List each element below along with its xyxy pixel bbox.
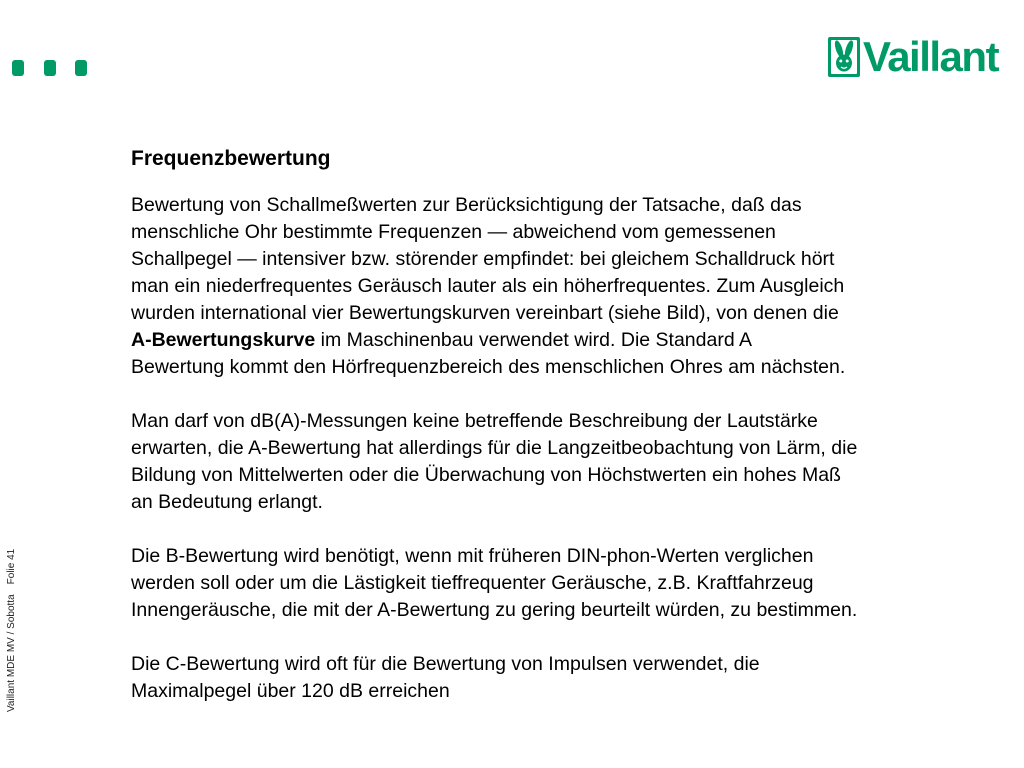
- text-line: Man darf von dB(A)-Messungen keine betreffende Beschreibung der Lautstärke: [131, 410, 818, 432]
- hare-logo-icon: [828, 37, 860, 77]
- presenter-label: Vaillant MDE MV / Sobotta: [6, 594, 17, 712]
- slide-number: 41: [6, 548, 17, 560]
- text-line: Bewertung kommt den Hörfrequenzbereich des menschlichen Ohres am nächsten.: [131, 356, 846, 378]
- slide-content: [131, 146, 1001, 732]
- brand-name: Vaillant: [863, 33, 999, 80]
- text-line: an Bedeutung erlangt.: [131, 491, 323, 513]
- text-line: Maximalpegel über 120 dB erreichen: [131, 680, 450, 702]
- accent-dot: [12, 60, 24, 76]
- accent-dot: [44, 60, 56, 76]
- text-fragment: im Maschinenbau verwendet wird. Die Standard A: [315, 329, 753, 351]
- paragraph-a-weighting: [131, 192, 1001, 381]
- slide-label: Folie: [6, 562, 17, 585]
- slide-title: Frequenzbewertung: [131, 147, 331, 170]
- text-line: Schallpegel — intensiver bzw. störender empfindet: bei gleichem Schalldruck hört: [131, 248, 835, 270]
- text-line: werden soll oder um die Lästigkeit tieffrequenter Geräusche, z.B. Kraftfahrzeug: [131, 572, 814, 594]
- emphasis-term: A-Bewertungskurve: [131, 329, 316, 351]
- text-line: Die C-Bewertung wird oft für die Bewertung von Impulsen verwendet, die: [131, 653, 760, 675]
- text-line: wurden international vier Bewertungskurven vereinbart (siehe Bild), von denen die: [131, 302, 839, 324]
- text-line: Bildung von Mittelwerten oder die Überwachung von Höchstwerten ein hohes Maß: [131, 464, 841, 486]
- text-line: Innengeräusche, die mit der A-Bewertung zu gering beurteilt würden, zu bestimmen.: [131, 599, 858, 621]
- vaillant-logo: [828, 33, 999, 80]
- text-line: man ein niederfrequentes Geräusch lauter als ein höherfrequentes. Zum Ausgleich: [131, 275, 845, 297]
- accent-dot: [75, 60, 87, 76]
- text-line: Bewertung von Schallmeßwerten zur Berücksichtigung der Tatsache, daß das: [131, 194, 802, 216]
- decorative-dots: [12, 60, 92, 78]
- text-line: [131, 327, 1001, 354]
- text-line: erwarten, die A-Bewertung hat allerdings für die Langzeitbeobachtung von Lärm, die: [131, 437, 858, 459]
- paragraph-b-weighting: [131, 543, 1001, 624]
- text-line: Die B-Bewertung wird benötigt, wenn mit früheren DIN-phon-Werten verglichen: [131, 545, 814, 567]
- paragraph-c-weighting: [131, 651, 1001, 705]
- paragraph-dba-measurement: [131, 408, 1001, 516]
- slide-footer: [6, 549, 18, 712]
- text-line: menschliche Ohr bestimmte Frequenzen — abweichend vom gemessenen: [131, 221, 776, 243]
